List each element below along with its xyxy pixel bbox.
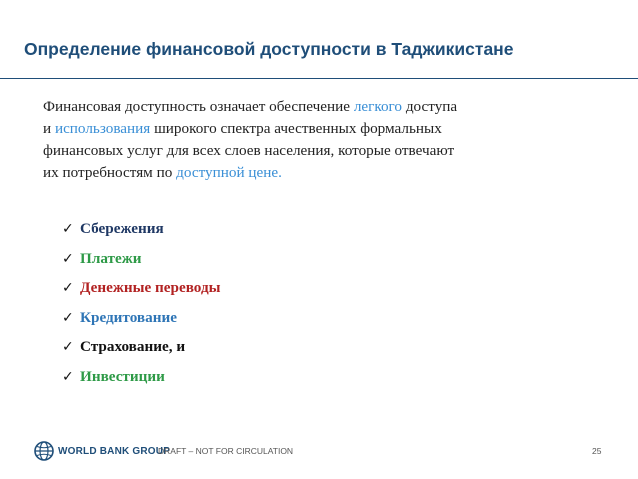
checkmark-icon: ✓ (62, 339, 74, 355)
globe-icon (34, 441, 54, 461)
paragraph-line (43, 162, 603, 184)
highlighted-term: доступной цене. (176, 164, 282, 181)
paragraph-line (43, 118, 603, 140)
paragraph-text: их потребностям по (43, 164, 177, 181)
bullet-item (62, 367, 221, 397)
highlighted-term: легкого (353, 98, 403, 115)
paragraph-text: Финансовая доступность означает обеспечение (43, 98, 354, 115)
bullet-item (62, 308, 221, 338)
highlighted-term: использования (54, 120, 151, 137)
checkmark-icon: ✓ (62, 221, 74, 237)
paragraph-text: финансовых услуг для всех слоев населения, которые отвечают (43, 142, 455, 159)
paragraph-line (43, 96, 603, 118)
checkmark-icon: ✓ (62, 309, 74, 326)
bullet-item (62, 337, 221, 367)
bullet-label: Инвестиции (80, 367, 165, 385)
bullet-label: Страхование, и (80, 338, 186, 355)
logo-text: WORLD BANK GROUP (58, 445, 171, 457)
checkmark-icon: ✓ (62, 368, 74, 385)
paragraph-text: и (43, 120, 55, 137)
bullet-label: Кредитование (80, 308, 177, 326)
title-divider (0, 78, 638, 79)
bullet-label: Денежные переводы (80, 279, 221, 296)
bullet-label: Сбережения (80, 220, 164, 237)
bullet-item (62, 249, 221, 279)
paragraph-text: доступа (402, 98, 458, 115)
bullet-list (62, 219, 221, 396)
bullet-item (62, 278, 221, 308)
checkmark-icon: ✓ (62, 280, 74, 296)
bullet-item (62, 219, 221, 249)
page-number: 25 (592, 446, 602, 456)
checkmark-icon: ✓ (62, 250, 74, 267)
paragraph-line (43, 140, 603, 162)
bullet-label: Платежи (80, 249, 142, 267)
world-bank-logo (34, 441, 170, 461)
definition-paragraph (43, 96, 603, 184)
slide-title: Определение финансовой доступности в Таджикистане (24, 39, 514, 59)
paragraph-text: широкого спектра ачественных формальных (150, 120, 442, 137)
footer-note: DRAFT – NOT FOR CIRCULATION (158, 446, 294, 456)
